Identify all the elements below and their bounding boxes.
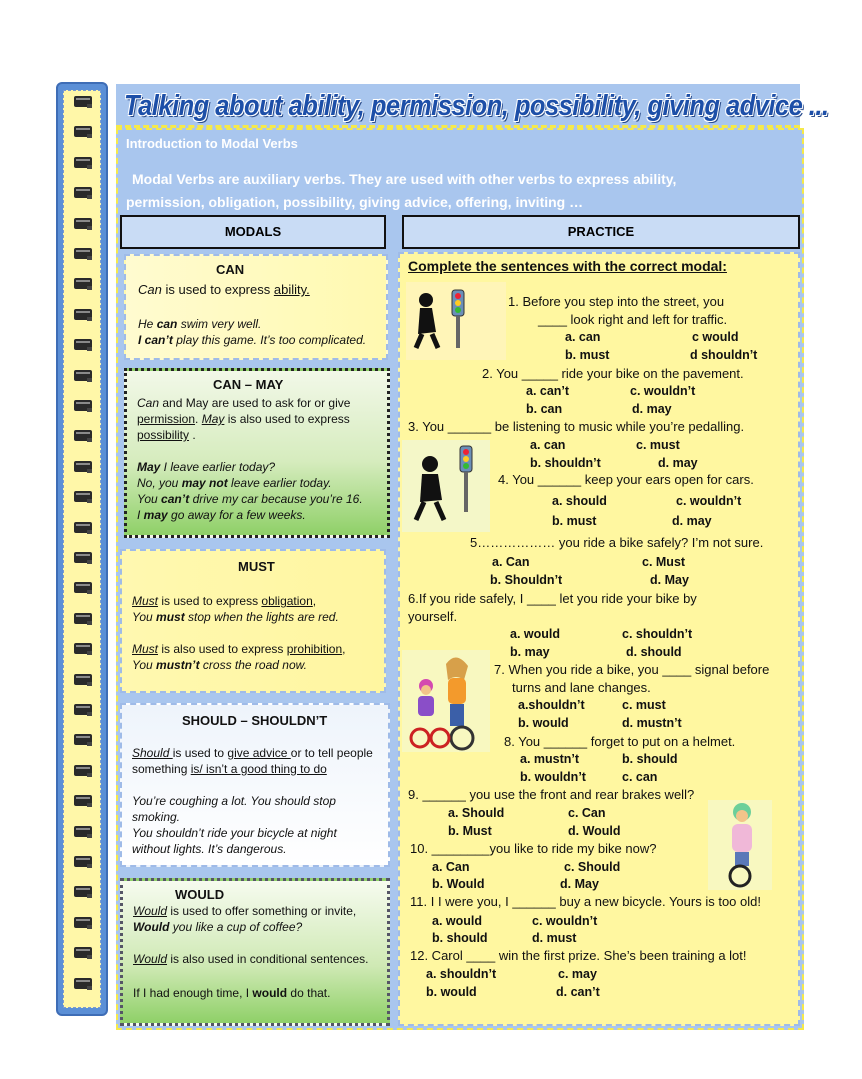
must-e1-c: stop when the lights are red. <box>184 610 339 624</box>
answer-option: a. Should <box>448 806 505 820</box>
would-e2-a: If I had enough time, I <box>133 986 253 1000</box>
traffic-light-figure-icon <box>406 282 506 360</box>
cm-d2-b: . <box>195 412 202 426</box>
exercise-sentence: ____ look right and left for traffic. <box>538 312 728 327</box>
binding-ring-icon <box>73 490 93 504</box>
would-definition-1 <box>133 903 356 919</box>
answer-option: a. can <box>530 438 566 452</box>
can-box <box>124 254 388 360</box>
should-e4: without lights. It’s dangerous. <box>132 842 287 856</box>
binding-ring-icon <box>73 916 93 930</box>
binding-ring-icon <box>73 703 93 717</box>
binding-ring-icon <box>73 460 93 474</box>
answer-option: c. can <box>622 770 658 784</box>
cm-d3-a: possibility <box>137 428 190 442</box>
page-title: Talking about ability, permission, possibility, giving advice ... <box>124 90 829 122</box>
should-box <box>120 703 390 867</box>
can-example-1 <box>138 316 261 332</box>
answer-option: a.shouldn’t <box>518 698 585 712</box>
practice-instruction: Complete the sentences with the correct modal: <box>408 258 727 274</box>
answer-option: b. must <box>565 348 610 362</box>
can-may-title: CAN – MAY <box>213 377 284 392</box>
can-may-examples <box>137 459 363 523</box>
cm-d2-a: permission <box>137 412 196 426</box>
answer-option: b. wouldn’t <box>520 770 586 784</box>
must-e1-b: must <box>156 610 185 624</box>
answer-option: b. Must <box>448 824 492 838</box>
must-d1-d: , <box>312 594 317 608</box>
answer-option: a. mustn’t <box>520 752 580 766</box>
can-def-text: is used to express <box>161 282 274 297</box>
must-definition-2 <box>132 641 345 657</box>
must-box <box>120 549 386 693</box>
should-d1-a: Should <box>132 746 173 760</box>
would-title: WOULD <box>175 887 225 902</box>
answer-option: a. should <box>552 494 607 508</box>
must-title: MUST <box>238 559 275 574</box>
answer-option: c. Must <box>642 555 686 569</box>
cm-e3-a: You <box>137 492 162 506</box>
would-d2-a: Would <box>133 952 168 966</box>
cm-e3-c: drive my car because you’re 16. <box>189 492 363 506</box>
should-d1-d: or to tell people <box>290 746 373 760</box>
intro-line-1: Modal Verbs are auxiliary verbs. They are used with other verbs to express ability, <box>132 171 677 187</box>
answer-option: c. shouldn’t <box>622 627 693 641</box>
would-box <box>120 878 390 1026</box>
binding-ring-icon <box>73 399 93 413</box>
answer-option: a. Can <box>492 555 530 569</box>
should-definition <box>132 745 373 777</box>
must-d1-c: obligation <box>261 594 313 608</box>
would-e1-a: Would <box>133 920 170 934</box>
can-ex1-b: can <box>156 317 178 331</box>
cm-d1-a: Can <box>137 396 160 410</box>
answer-option: d. may <box>672 514 712 528</box>
can-ex1-c: swim very well. <box>177 317 262 331</box>
answer-option: d. should <box>626 645 682 659</box>
spiral-binding-strip <box>63 90 101 1008</box>
must-e1-a: You <box>132 610 157 624</box>
exercise-sentence: 8. You ______ forget to put on a helmet. <box>504 734 736 749</box>
would-example-2 <box>133 985 330 1001</box>
answer-option: d. can’t <box>556 985 600 999</box>
answer-option: c. must <box>636 438 680 452</box>
binding-ring-icon <box>73 794 93 808</box>
binding-ring-icon <box>73 369 93 383</box>
binding-ring-icon <box>73 946 93 960</box>
binding-ring-icon <box>73 521 93 535</box>
answer-option: a. would <box>510 627 560 641</box>
answer-option: c. Can <box>568 806 606 820</box>
would-e2-b: would <box>252 986 288 1000</box>
can-ex2-b: play this game. It’s too complicated. <box>172 333 367 347</box>
should-d2-a: something <box>132 762 191 776</box>
binding-ring-icon <box>73 825 93 839</box>
exercise-sentence: 6.If you ride safely, I ____ let you ride your bike by <box>408 591 697 606</box>
answer-option: b. can <box>526 402 563 416</box>
should-title: SHOULD – SHOULDN’T <box>182 713 328 728</box>
binding-ring-icon <box>73 673 93 687</box>
would-d2-b: is also used in conditional sentences. <box>167 952 369 966</box>
would-d1-b: is used to offer something or invite, <box>167 904 357 918</box>
answer-option: d. may <box>632 402 672 416</box>
exercise-sentence: turns and lane changes. <box>512 680 651 695</box>
answer-option: b. must <box>552 514 597 528</box>
can-may-box <box>124 368 390 538</box>
answer-option: c. wouldn’t <box>676 494 742 508</box>
would-e1-b: you like a cup of coffee? <box>169 920 303 934</box>
practice-header: PRACTICE <box>402 215 800 249</box>
intro-line-2: permission, obligation, possibility, giving advice, offering, inviting … <box>126 194 584 210</box>
must-d2-a: Must <box>132 642 159 656</box>
should-d2-b: is/ isn’t a good thing to do <box>190 762 327 776</box>
must-definition-1 <box>132 593 316 609</box>
binding-ring-icon <box>73 733 93 747</box>
binding-ring-icon <box>73 338 93 352</box>
should-d1-c: give advice <box>227 746 291 760</box>
family-cycling-icon <box>402 650 490 752</box>
answer-option: a. would <box>432 914 482 928</box>
can-definition <box>138 282 310 298</box>
must-d1-b: is used to express <box>158 594 262 608</box>
answer-option: c would <box>692 330 739 344</box>
intro-heading: Introduction to Modal Verbs <box>126 136 298 151</box>
must-d2-d: , <box>342 642 346 656</box>
answer-option: b. shouldn’t <box>530 456 601 470</box>
exercise-sentence: 10. ________you like to ride my bike now? <box>410 841 657 856</box>
binding-ring-icon <box>73 217 93 231</box>
answer-option: d. May <box>650 573 689 587</box>
must-d2-c: prohibition <box>286 642 343 656</box>
binding-ring-icon <box>73 581 93 595</box>
cm-e1-a: May <box>137 460 161 474</box>
binding-ring-icon <box>73 977 93 991</box>
must-e2-b: mustn’t <box>156 658 200 672</box>
can-title: CAN <box>216 262 245 277</box>
exercise-sentence: 4. You ______ keep your ears open for cars. <box>498 472 754 487</box>
exercise-sentence: 5……………… you ride a bike safely? I’m not sure. <box>470 535 764 550</box>
must-example-1 <box>132 609 339 625</box>
binding-ring-icon <box>73 308 93 322</box>
must-e2-a: You <box>132 658 157 672</box>
answer-option: b. should <box>622 752 678 766</box>
answer-option: b. would <box>426 985 477 999</box>
answer-option: a. Can <box>432 860 470 874</box>
should-e2: smoking. <box>132 810 181 824</box>
binding-ring-icon <box>73 885 93 899</box>
cm-e1-b: I leave earlier today? <box>160 460 276 474</box>
would-d1-a: Would <box>133 904 168 918</box>
child-cyclist-icon <box>708 800 772 890</box>
answer-option: d. must <box>532 931 577 945</box>
must-e2-c: cross the road now. <box>199 658 307 672</box>
cm-d2-d: is also used to express <box>224 412 350 426</box>
answer-option: b. Would <box>432 877 485 891</box>
cm-e4-b: may <box>143 508 168 522</box>
modals-header: MODALS <box>120 215 386 249</box>
cm-e2-c: leave earlier today. <box>227 476 332 490</box>
binding-ring-icon <box>73 277 93 291</box>
cm-d3-b: . <box>189 428 196 442</box>
should-e3: You shouldn’t ride your bicycle at night <box>132 826 337 840</box>
binding-ring-icon <box>73 429 93 443</box>
answer-option: a. shouldn’t <box>426 967 497 981</box>
binding-ring-icon <box>73 247 93 261</box>
cm-e3-b: can’t <box>161 492 190 506</box>
binding-ring-icon <box>73 764 93 778</box>
would-example-1 <box>133 919 302 935</box>
answer-option: b. may <box>510 645 550 659</box>
answer-option: d. mustn’t <box>622 716 682 730</box>
binding-ring-icon <box>73 156 93 170</box>
can-example-2 <box>138 332 366 348</box>
cm-e2-a: No, you <box>137 476 182 490</box>
answer-option: c. may <box>558 967 597 981</box>
answer-option: a. can’t <box>526 384 570 398</box>
can-ex2-a: I can’t <box>138 333 173 347</box>
binding-ring-icon <box>73 855 93 869</box>
binding-ring-icon <box>73 186 93 200</box>
answer-option: d. may <box>658 456 698 470</box>
binding-ring-icon <box>73 95 93 109</box>
cm-d1-b: and May are used to ask for or give <box>159 396 351 410</box>
cm-d2-c: May <box>201 412 225 426</box>
answer-option: c. wouldn’t <box>532 914 598 928</box>
must-d1-a: Must <box>132 594 159 608</box>
exercise-sentence: 7. When you ride a bike, you ____ signal before <box>494 662 770 677</box>
answer-option: a. can <box>565 330 601 344</box>
exercise-sentence: 9. ______ you use the front and rear brakes well? <box>408 787 695 802</box>
answer-option: b. Shouldn’t <box>490 573 563 587</box>
should-examples <box>132 793 337 857</box>
can-word: Can <box>138 282 162 297</box>
traffic-light-figure-2-icon <box>402 440 490 532</box>
exercise-sentence: 12. Carol ____ win the first prize. She’s been training a lot! <box>410 948 747 963</box>
binding-ring-icon <box>73 125 93 139</box>
answer-option: d. May <box>560 877 599 891</box>
answer-option: c. Should <box>564 860 621 874</box>
answer-option: b. would <box>518 716 569 730</box>
cm-e4-a: I <box>137 508 144 522</box>
exercise-sentence: 11. I I were you, I ______ buy a new bicycle. Yours is too old! <box>410 894 761 909</box>
must-d2-b: is also used to express <box>158 642 287 656</box>
would-e2-c: do that. <box>287 986 331 1000</box>
answer-option: c. must <box>622 698 666 712</box>
binding-ring-icon <box>73 642 93 656</box>
intro-text <box>126 168 786 214</box>
answer-option: d shouldn’t <box>690 348 758 362</box>
binding-ring-icon <box>73 551 93 565</box>
exercise-sentence: 2. You _____ ride your bike on the pavement. <box>482 366 744 381</box>
cm-e4-c: go away for a few weeks. <box>167 508 306 522</box>
must-example-2 <box>132 657 307 673</box>
cm-e2-b: may not <box>181 476 228 490</box>
binding-ring-icon <box>73 612 93 626</box>
can-ex1-a: He <box>138 317 157 331</box>
can-def-ability: ability. <box>273 282 310 297</box>
should-d1-b: is used to <box>172 746 228 760</box>
exercise-sentence: 3. You ______ be listening to music while you’re pedalling. <box>408 419 745 434</box>
should-e1: You’re coughing a lot. You should stop <box>132 794 336 808</box>
exercise-sentence: 1. Before you step into the street, you <box>508 294 725 309</box>
would-definition-2 <box>133 951 368 967</box>
answer-option: d. Would <box>568 824 621 838</box>
can-may-definition <box>137 395 350 443</box>
exercise-sentence: yourself. <box>408 609 458 624</box>
answer-option: c. wouldn’t <box>630 384 696 398</box>
answer-option: b. should <box>432 931 488 945</box>
